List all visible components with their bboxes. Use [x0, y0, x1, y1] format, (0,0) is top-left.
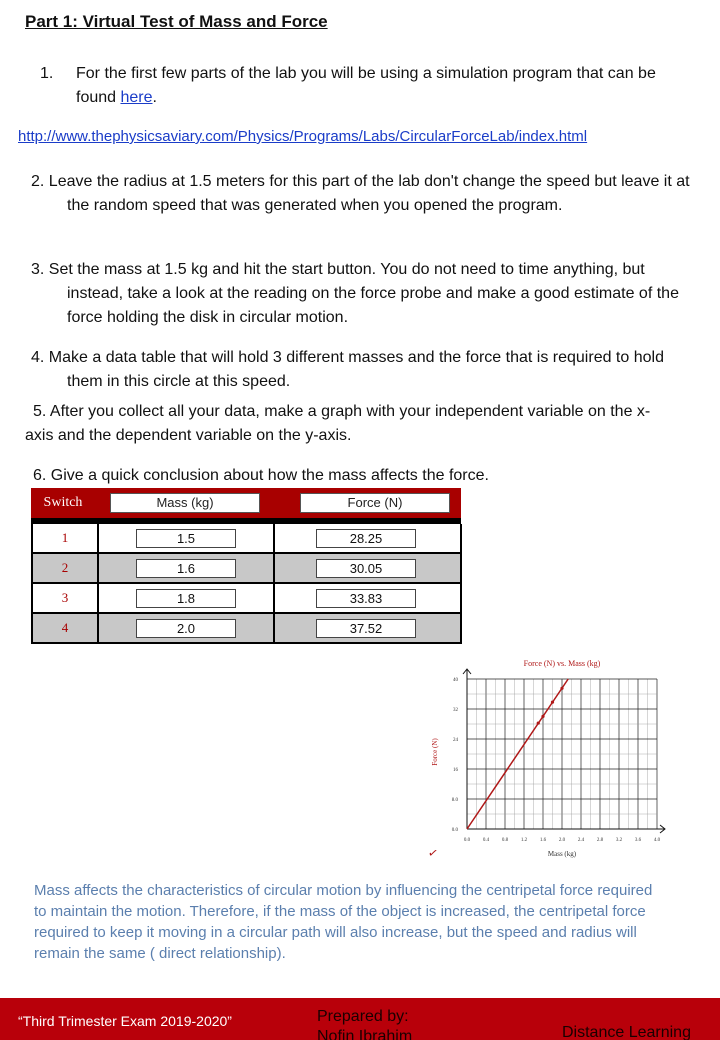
page-title: Part 1: Virtual Test of Mass and Force [25, 12, 328, 31]
step-1-number: 1. [40, 65, 54, 82]
switch-cell: 2 [33, 554, 99, 582]
x-tick-label: 3.2 [615, 838, 623, 843]
step-1-text: For the first few parts of the lab you will be using a simulation program that can be found [76, 65, 656, 106]
x-tick-label: 0.8 [501, 838, 509, 843]
conclusion-text: Mass affects the characteristics of circular motion by influencing the centripetal force required to maintain the motion. Therefore, if the mass of the object is increased, the centripetal force required to keep it moving in a circular path will also increase, but the speed and radius will remain the same ( direct relationship). [34, 882, 653, 962]
table-row [31, 524, 462, 554]
x-axis-label: Mass (kg) [547, 850, 577, 858]
switch-cell: 4 [33, 614, 99, 642]
x-tick-label: 2.8 [596, 838, 604, 843]
mass-value[interactable]: 1.5 [136, 529, 236, 548]
mass-cell [99, 554, 275, 582]
chart-grid [467, 679, 657, 829]
chart-axes [463, 669, 665, 833]
header-switch: Switch [43, 495, 83, 510]
footer-bar [0, 998, 720, 1040]
x-tick-label: 2.4 [577, 838, 585, 843]
prepared-by-label: Prepared by: [317, 1008, 409, 1025]
mass-cell [99, 524, 275, 552]
footer-prepared-by [317, 1007, 412, 1040]
step-4: 4. Make a data table that will hold 3 different masses and the force that is required to hold them in this circle at this speed. [31, 349, 664, 390]
step-3: 3. Set the mass at 1.5 kg and hit the start button. You do not need to time anything, but instead, take a look at the reading on the force probe and make a good estimate of the force holding the disk in circular motion. [31, 261, 679, 326]
step-2: 2. Leave the radius at 1.5 meters for this part of the lab don't change the speed but leave it at the random speed that was generated when you opened the program. [31, 173, 690, 214]
force-value[interactable]: 33.83 [316, 589, 416, 608]
switch-cell: 1 [33, 524, 99, 552]
mass-value[interactable]: 1.6 [136, 559, 236, 578]
x-tick-label: 1.2 [520, 838, 528, 843]
data-point [537, 721, 540, 724]
table-row [31, 614, 462, 644]
y-tick-label: 8.0 [451, 798, 458, 803]
x-tick-label: 1.6 [539, 838, 547, 843]
step-1 [76, 62, 676, 110]
y-tick-label: 24 [453, 738, 458, 743]
footer-exam-title: “Third Trimester Exam 2019-2020” [18, 1013, 232, 1029]
data-table [31, 488, 461, 642]
y-tick-label: 0.0 [451, 828, 458, 833]
force-value[interactable]: 28.25 [316, 529, 416, 548]
table-row [31, 554, 462, 584]
force-value[interactable]: 30.05 [316, 559, 416, 578]
simulation-url-link[interactable]: http://www.thephysicsaviary.com/Physics/Programs/Labs/CircularForceLab/index.html [18, 128, 588, 145]
x-tick-label: 0.4 [482, 838, 490, 843]
data-point [541, 715, 544, 718]
step-1-tail: . [152, 89, 157, 106]
y-tick-label: 16 [453, 768, 458, 773]
mass-value[interactable]: 2.0 [136, 619, 236, 638]
step-5: 5. After you collect all your data, make a graph with your independent variable on the x-axis and the dependent variable on the y-axis. [25, 403, 651, 444]
switch-cell: 3 [33, 584, 99, 612]
y-tick-label: 40 [453, 678, 458, 683]
table-header [31, 488, 461, 518]
footer-distance-learning: Distance Learning [562, 1024, 691, 1040]
author-name: Nofin Ibrahim [317, 1028, 413, 1040]
chart-title: Force (N) vs. Mass (kg) [523, 659, 601, 668]
data-point [560, 687, 563, 690]
x-tick-label: 0.0 [463, 838, 471, 843]
x-tick-label: 2.0 [558, 838, 566, 843]
table-row [31, 584, 462, 614]
x-tick-labels [464, 838, 661, 843]
checkmark-icon: ✓ [426, 845, 440, 861]
y-tick-label: 32 [453, 708, 458, 713]
mass-cell [99, 584, 275, 612]
force-mass-chart [420, 652, 680, 867]
step-6: 6. Give a quick conclusion about how the mass affects the force. [33, 467, 489, 484]
force-value[interactable]: 37.52 [316, 619, 416, 638]
header-force: Force (N) [300, 493, 450, 513]
here-link[interactable]: here [120, 89, 153, 106]
mass-cell [99, 614, 275, 642]
y-axis-label: Force (N) [431, 738, 439, 766]
mass-value[interactable]: 1.8 [136, 589, 236, 608]
header-mass: Mass (kg) [110, 493, 260, 513]
data-point [551, 701, 554, 704]
x-tick-label: 3.6 [634, 838, 642, 843]
x-tick-label: 4.0 [653, 838, 661, 843]
y-tick-labels [452, 678, 459, 833]
